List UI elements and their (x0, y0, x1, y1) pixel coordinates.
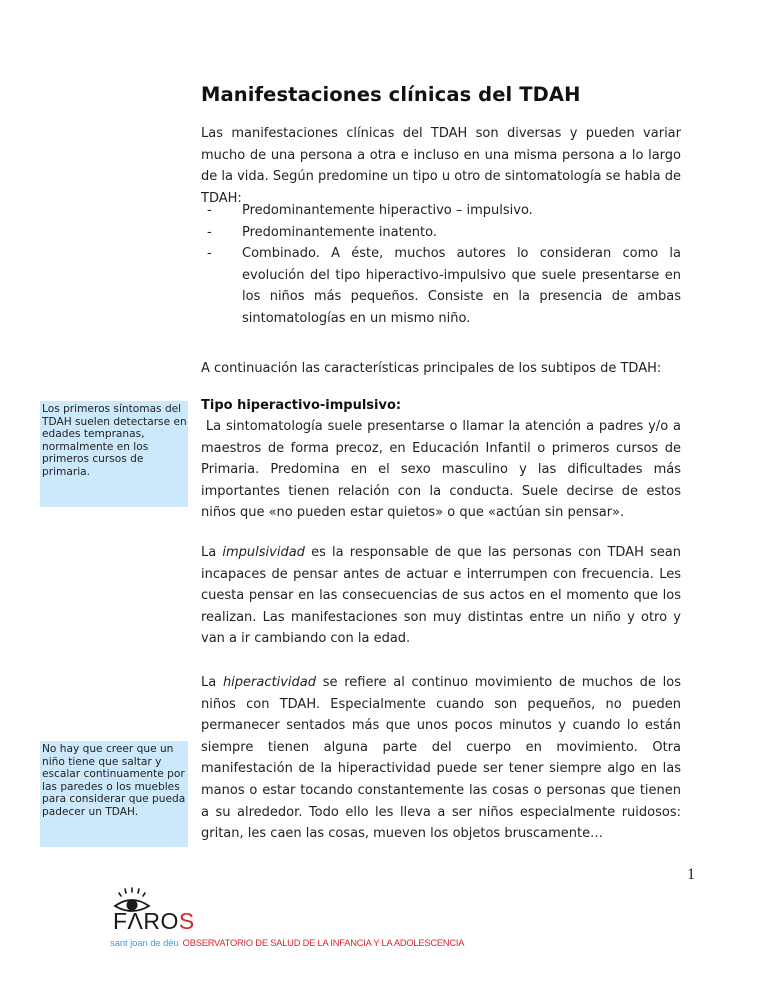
page-number: 1 (687, 866, 695, 883)
sidenote-box (40, 741, 188, 847)
paragraph-lead: La (201, 675, 223, 690)
term-hiperactividad: hiperactividad (222, 675, 316, 690)
subtype-list (201, 200, 681, 330)
hiperactividad-paragraph (201, 672, 681, 845)
section-heading: Tipo hiperactivo-impulsivo: (201, 398, 402, 413)
list-item (201, 243, 681, 329)
logo-word-s: S (178, 908, 195, 934)
paragraph-rest: se refiere al continuo movimiento de muchos de los niños con TDAH. Especialmente cuando son pequeños, no pueden permanecer sentados más que unos pocos minutos y cuando lo están siempre tienen alguna parte del cuerpo en movimiento. Otra manifestación de la hiperactividad puede ser tener siempre algo en las manos o estar tocando constantemente las cosas o personas que tienen a su alrededor. Todo ello les lleva a ser niños especialmente ruidosos: gritan, les caen las cosas, mueven los objetos bruscamente… (201, 675, 681, 842)
list-item (201, 200, 681, 222)
list-item-text: Combinado. A éste, muchos autores lo consideran como la evolución del tipo hiperactivo-impulsivo que suele presentarse en los niños más pequeños. Consiste en la presencia de ambas sintomatologías en un mismo niño. (242, 246, 681, 326)
section-paragraph-1: La sintomatología suele presentarse o llamar la atención a padres y/o a maestros de forma precoz, en Educación Infantil o primeros cursos de Primaria. Predomina en el sexo masculino y las dificultades más importantes tienen relación con la conducta. Suele decirse de estos niños que «no pueden estar quietos» o que «actúan sin pensar». (201, 419, 686, 521)
term-impulsividad: impulsividad (222, 545, 305, 560)
impulsividad-paragraph (201, 542, 681, 650)
logo-sant-joan: sant joan de déu (110, 938, 179, 949)
list-dash: - (207, 203, 212, 218)
logo-observatorio: OBSERVATORIO DE SALUD DE LA INFANCIA Y LA ADOLESCENCIA (182, 938, 465, 948)
paragraph-lead: La (201, 545, 223, 560)
logo-subtitle (110, 937, 464, 950)
list-dash: - (207, 246, 212, 262)
sidenote-text: Los primeros síntomas del TDAH suelen detectarse en edades tempranas, normalmente en los primeros cursos de primaria. (42, 403, 187, 478)
list-item (201, 222, 681, 244)
intro-paragraph: Las manifestaciones clínicas del TDAH son diversas y pueden variar mucho de una persona a otra e incluso en una misma persona a lo largo de la vida. Según predomine un tipo u otro de sintomatología se habla de TDAH: (201, 126, 681, 206)
list-dash: - (207, 224, 212, 240)
paragraph-rest: es la responsable de que las personas con TDAH sean incapaces de pensar antes de actuar e interrumpen con frecuencia. Les cuesta pensar en las consecuencias de sus actos en el momento que los realizan. Las manifestaciones son muy distintas entre un niño y otro y van a ir cambiando con la edad. (201, 545, 681, 647)
subtypes-intro: A continuación las características principales de los subtipos de TDAH: (201, 361, 662, 376)
page-title: Manifestaciones clínicas del TDAH (201, 83, 581, 106)
logo-word-main: FΛRO (113, 908, 179, 934)
list-item-text: Predominantemente hiperactivo – impulsivo. (242, 203, 533, 218)
sidenote-box (40, 401, 188, 507)
list-item-text: Predominantemente inatento. (242, 224, 437, 240)
sidenote-text: No hay que creer que un niño tiene que saltar y escalar continuamente por las paredes o los muebles para considerar que pueda padecer un TDAH. (42, 743, 186, 818)
faros-logo (107, 887, 487, 957)
logo-wordmark (113, 909, 195, 933)
